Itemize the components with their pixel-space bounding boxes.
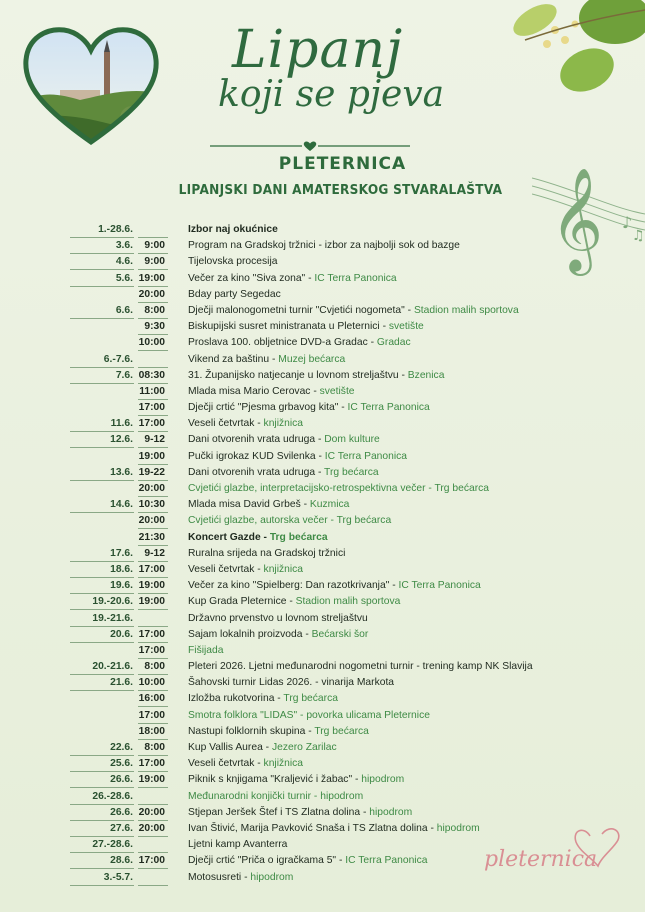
event-time: 9:00 <box>144 240 165 252</box>
event-name: Ruralna srijeda na Gradskoj tržnici <box>188 547 346 559</box>
event-description <box>188 675 394 691</box>
event-description <box>188 837 287 853</box>
event-name: Dječji crtić "Priča o igračkama 5" <box>188 855 337 867</box>
event-name: Mlada misa David Grbeš <box>188 499 301 511</box>
event-time: 11:00 <box>139 385 165 397</box>
event-time: 18:00 <box>138 725 165 737</box>
schedule-row <box>0 432 645 448</box>
event-location: Trg bećarca <box>434 483 490 494</box>
event-name: Ivan Štivić, Marija Pavković Snaša i TS Zlatna dolina <box>188 822 428 834</box>
event-description: Piknik s knjigama "Kraljević i žabac" - hipodrom <box>188 774 405 786</box>
event-location: hipodrom <box>436 822 480 834</box>
event-location: hipodrom <box>369 806 413 818</box>
event-time: 21:30 <box>138 531 165 543</box>
event-time: 17:00 <box>138 709 165 721</box>
event-location: Gradac <box>376 337 411 349</box>
linden-leaves-decoration <box>495 0 645 110</box>
schedule-row <box>0 546 645 562</box>
event-name: Veseli četvrtak <box>188 418 255 430</box>
event-location: IC Terra Panonica <box>398 580 481 592</box>
event-name: Nastupi folklornih skupina <box>188 725 306 737</box>
event-time: 8:00 <box>144 661 165 673</box>
event-name: Veseli četvrtak <box>188 563 255 575</box>
event-description: Motosusreti - hipodrom <box>188 871 294 883</box>
date-underline <box>70 885 134 886</box>
schedule-row <box>0 497 645 513</box>
event-description: Pučki igrokaz KUD Svilenka - IC Terra Panonica <box>188 450 408 462</box>
event-name: Državno prvenstvo u lovnom streljaštvu <box>188 612 368 624</box>
event-name: Dječji malonogometni turnir "Cvjetići nogometa" <box>188 304 405 316</box>
event-name: Ljetni kamp Avanterra <box>188 839 288 851</box>
schedule-row <box>0 675 645 691</box>
event-location: Trg bećarca <box>283 693 338 705</box>
event-time: 17:00 <box>138 628 165 640</box>
event-date: 11.6. <box>110 418 133 430</box>
event-description <box>188 254 277 270</box>
event-time: 9:00 <box>144 256 165 268</box>
event-time: 20:00 <box>138 806 165 818</box>
schedule-row <box>0 287 645 303</box>
schedule-row <box>0 789 645 805</box>
event-name: 31. Županijsko natjecanje u lovnom streljaštvu <box>188 369 399 381</box>
event-name: Šahovski turnir Lidas 2026. - vinarija Markota <box>188 677 395 689</box>
event-description: Cvjetići glazbe, autorska večer - Trg bećarca <box>188 515 392 527</box>
event-name: Fišijada <box>188 644 224 656</box>
event-time: 20:00 <box>138 822 165 834</box>
event-location: IC Terra Panonica <box>347 402 430 414</box>
event-description: Dječji malonogometni turnir "Cvjetići nogometa" - Stadion malih sportova <box>188 304 519 316</box>
heart-divider <box>210 140 410 152</box>
schedule-row <box>0 562 645 578</box>
event-date: 28.6. <box>110 855 133 867</box>
event-time: 17:00 <box>138 758 165 770</box>
event-description: Kup Grada Pleternice - Stadion malih sportova <box>188 596 401 608</box>
event-name: Stjepan Jeršek Štef i TS Zlatna dolina <box>188 806 361 818</box>
event-location: IC Terra Panonica <box>314 272 397 284</box>
event-date: 20.-21.6. <box>92 661 133 673</box>
event-location: svetište <box>388 321 424 333</box>
event-date: 25.6. <box>110 758 133 770</box>
event-location: Trg bećarca <box>324 466 379 478</box>
schedule-row <box>0 319 645 335</box>
schedule-row <box>0 481 645 497</box>
schedule-row <box>0 416 645 432</box>
schedule-row <box>0 449 645 465</box>
event-location: hipodrom <box>361 774 405 786</box>
event-time: 19:00 <box>138 580 165 592</box>
event-name: Vikend za baštinu <box>188 353 270 365</box>
event-description: Kup Vallis Aurea - Jezero Zarilac <box>188 742 337 753</box>
event-name: Smotra folklora "LIDAS" - povorka ulicama Pleternice <box>188 709 430 721</box>
schedule-row <box>0 222 645 238</box>
event-name: Mlada misa Mario Cerovac <box>188 385 311 397</box>
event-location: hipodrom <box>250 871 294 883</box>
event-name: Cvjetići glazbe, interpretacijsko-retrospektivna večer <box>188 483 426 494</box>
event-name: Bday party Segedac <box>188 288 281 300</box>
schedule-row <box>0 238 645 254</box>
event-description: Stjepan Jeršek Štef i TS Zlatna dolina - hipodrom <box>188 806 413 818</box>
event-description: Dječji crtić "Priča o igračkama 5" - IC Terra Panonica <box>188 855 428 867</box>
schedule-row <box>0 368 645 384</box>
event-date: 21.6. <box>110 677 133 689</box>
event-description: Nastupi folklornih skupina - Trg bećarca <box>188 725 369 737</box>
heart-photo <box>20 24 162 149</box>
title-script-line1: Lipanj <box>232 20 404 80</box>
event-date: 1.-28.6. <box>98 224 133 235</box>
event-description <box>188 643 223 659</box>
event-description: Veseli četvrtak - knjižnica <box>188 758 304 770</box>
event-location: Trg bećarca <box>336 515 392 527</box>
schedule-row <box>0 643 645 659</box>
schedule-row <box>0 708 645 724</box>
schedule-row <box>0 303 645 319</box>
event-description <box>188 708 430 724</box>
event-location: knjižnica <box>263 758 304 770</box>
event-time: 19:00 <box>138 774 165 786</box>
event-date: 3.-5.7. <box>103 871 133 883</box>
event-name: Motosusreti <box>188 871 242 883</box>
event-description: Koncert Gazde - Trg bećarca <box>188 531 328 543</box>
schedule-row <box>0 352 645 368</box>
event-date: 6.6. <box>115 304 133 316</box>
schedule-row <box>0 611 645 627</box>
event-description: 31. Županijsko natjecanje u lovnom streljaštvu - Bzenica <box>188 369 445 381</box>
event-name: Kup Grada Pleternice <box>188 596 287 608</box>
event-date: 26.-28.6. <box>92 790 133 802</box>
event-time: 9-12 <box>144 434 165 446</box>
event-name: Pleteri 2026. Ljetni međunarodni nogometni turnir - trening kamp NK Slavija <box>188 661 533 673</box>
event-date: 13.6. <box>110 466 133 478</box>
schedule-row <box>0 578 645 594</box>
schedule-row <box>0 465 645 481</box>
event-name: Koncert Gazde <box>188 531 261 543</box>
event-time: 19-22 <box>138 466 165 478</box>
pleternica-logo <box>480 826 630 876</box>
event-name: Dječji crtić "Pjesma grbavog kita" <box>188 402 339 414</box>
svg-text:♪: ♪ <box>622 213 633 232</box>
event-name: Tijelovska procesija <box>188 256 278 268</box>
event-location: Muzej bećarca <box>278 353 346 365</box>
event-name: Izbor naj okućnice <box>188 224 278 235</box>
schedule-row <box>0 594 645 610</box>
event-description: Cvjetići glazbe, interpretacijsko-retrospektivna večer - Trg bećarca <box>188 483 490 494</box>
event-date: 17.6. <box>110 547 133 559</box>
event-location: Dom kulture <box>324 434 380 446</box>
schedule-row <box>0 659 645 675</box>
event-time: 17:00 <box>138 563 165 575</box>
event-location: Stadion malih sportova <box>295 596 401 608</box>
logo-text: pleternica <box>484 847 598 872</box>
event-time: 10:00 <box>138 677 165 689</box>
schedule-row <box>0 254 645 270</box>
schedule-row <box>0 627 645 643</box>
event-description <box>188 238 460 254</box>
event-description <box>188 611 368 627</box>
event-time: 8:00 <box>144 304 165 316</box>
event-name: Kup Vallis Aurea <box>188 742 263 753</box>
event-description: Večer za kino "Spielberg: Dan razotkrivanja" - IC Terra Panonica <box>188 580 481 592</box>
event-time: 20:00 <box>138 288 165 300</box>
event-location: knjižnica <box>263 563 304 575</box>
schedule-row <box>0 271 645 287</box>
event-time: 17:00 <box>138 418 165 430</box>
schedule-row <box>0 335 645 351</box>
schedule-row <box>0 805 645 821</box>
event-name: Proslava 100. obljetnice DVD-a Gradac <box>188 337 368 349</box>
event-time: 20:00 <box>138 515 165 527</box>
event-name: Međunarodni konjički turnir <box>188 790 312 802</box>
event-name: Cvjetići glazbe, autorska večer <box>188 515 328 527</box>
event-description <box>188 222 278 238</box>
subtitle-heading: LIPANJSKI DANI AMATERSKOG STVARALAŠTVA <box>178 182 503 198</box>
event-location: IC Terra Panonica <box>345 855 428 867</box>
event-description: Dani otvorenih vrata udruga - Dom kulture <box>188 434 380 446</box>
svg-text:♫: ♫ <box>632 228 645 244</box>
event-date: 19.6. <box>110 580 133 592</box>
event-time: 9:30 <box>144 321 165 333</box>
event-description: Mlada misa Mario Cerovac - svetište <box>188 385 355 397</box>
event-date: 3.6. <box>115 240 133 252</box>
event-description <box>188 546 345 562</box>
event-description: Sajam lokalnih proizvoda - Bećarski šor <box>188 628 369 640</box>
event-name: Izložba rukotvorina <box>188 693 275 705</box>
event-description: Ivan Štivić, Marija Pavković Snaša i TS Zlatna dolina - hipodrom <box>188 822 480 834</box>
event-date: 20.6. <box>110 628 133 640</box>
schedule-row <box>0 513 645 529</box>
event-date: 4.6. <box>115 256 133 268</box>
schedule-row <box>0 691 645 707</box>
event-date: 27.6. <box>110 822 133 834</box>
schedule-row <box>0 772 645 788</box>
title-script-line2: koji se pjeva <box>218 74 445 115</box>
event-description: Vikend za baštinu - Muzej bećarca <box>188 353 346 365</box>
event-date: 5.6. <box>115 272 133 284</box>
schedule-row <box>0 400 645 416</box>
event-name: Dani otvorenih vrata udruga <box>188 466 316 478</box>
event-time: 8:00 <box>144 742 165 753</box>
event-location: Bećarski šor <box>311 628 369 640</box>
event-location: Trg bećarca <box>314 725 369 737</box>
event-date: 22.6. <box>110 742 133 753</box>
event-description <box>188 287 281 303</box>
event-name: Dani otvorenih vrata udruga <box>188 434 316 446</box>
event-description: Veseli četvrtak - knjižnica <box>188 418 304 430</box>
event-description: Dani otvorenih vrata udruga - Trg bećarca <box>188 466 379 478</box>
event-description <box>188 659 533 675</box>
event-time: 08:30 <box>138 369 165 381</box>
event-description: Međunarodni konjički turnir - hipodrom <box>188 790 364 802</box>
event-name: Piknik s knjigama "Kraljević i žabac" <box>188 774 353 786</box>
event-location: svetište <box>319 385 355 397</box>
event-description: Proslava 100. obljetnice DVD-a Gradac - Gradac <box>188 337 411 349</box>
event-name: Veseli četvrtak <box>188 758 255 770</box>
event-date: 12.6. <box>110 434 133 446</box>
event-description: Mlada misa David Grbeš - Kuzmica <box>188 499 350 511</box>
event-name: Večer za kino "Spielberg: Dan razotkrivanja" <box>188 580 390 592</box>
event-time: 19:00 <box>138 450 165 462</box>
event-date: 14.6. <box>110 499 133 511</box>
event-date: 19.-21.6. <box>92 612 133 624</box>
event-date: 7.6. <box>115 369 133 381</box>
event-location: Trg bećarca <box>269 531 328 543</box>
city-heading: PLETERNICA <box>278 154 407 174</box>
schedule-row <box>0 384 645 400</box>
event-name: Pučki igrokaz KUD Svilenka <box>188 450 316 462</box>
event-location: Stadion malih sportova <box>413 304 519 316</box>
event-time: 10:30 <box>138 499 165 511</box>
event-description: Izložba rukotvorina - Trg bećarca <box>188 693 338 705</box>
schedule-row <box>0 756 645 772</box>
event-time: 19:00 <box>138 596 165 608</box>
event-name: Večer za kino "Siva zona" <box>188 272 306 284</box>
event-time: 19:00 <box>138 272 165 284</box>
event-location: Jezero Zarilac <box>271 742 337 753</box>
event-name: Program na Gradskoj tržnici - izbor za najbolji sok od bazge <box>188 240 460 252</box>
schedule-row <box>0 740 645 756</box>
event-location: Kuzmica <box>309 499 350 511</box>
event-time: 17:00 <box>138 402 165 414</box>
event-location: Bzenica <box>407 369 445 381</box>
event-date: 26.6. <box>110 806 133 818</box>
event-time: 10:00 <box>138 337 165 349</box>
event-date: 19.-20.6. <box>92 596 133 608</box>
event-date: 26.6. <box>110 774 133 786</box>
event-location: knjižnica <box>263 418 304 430</box>
event-time: 17:00 <box>138 644 165 656</box>
event-description: Biskupijski susret ministranata u Pleternici - svetište <box>188 321 424 333</box>
event-description: Dječji crtić "Pjesma grbavog kita" - IC Terra Panonica <box>188 402 430 414</box>
event-description: Večer za kino "Siva zona" - IC Terra Panonica <box>188 272 397 284</box>
time-underline <box>138 885 168 886</box>
event-time: 20:00 <box>138 483 165 494</box>
schedule-row <box>0 530 645 546</box>
event-name: Biskupijski susret ministranata u Pleternici <box>188 321 380 333</box>
event-name: Sajam lokalnih proizvoda <box>188 628 303 640</box>
event-date: 18.6. <box>110 563 133 575</box>
schedule-row <box>0 724 645 740</box>
event-time: 17:00 <box>138 855 165 867</box>
event-description: Veseli četvrtak - knjižnica <box>188 563 304 575</box>
event-time: 16:00 <box>138 693 165 705</box>
event-date: 27.-28.6. <box>92 839 133 851</box>
schedule-list <box>0 222 645 886</box>
event-location: hipodrom <box>320 790 364 802</box>
svg-text:𝄞: 𝄞 <box>550 167 604 272</box>
event-location: IC Terra Panonica <box>324 450 408 462</box>
event-time: 9-12 <box>144 547 165 559</box>
event-date: 6.-7.6. <box>103 353 133 365</box>
